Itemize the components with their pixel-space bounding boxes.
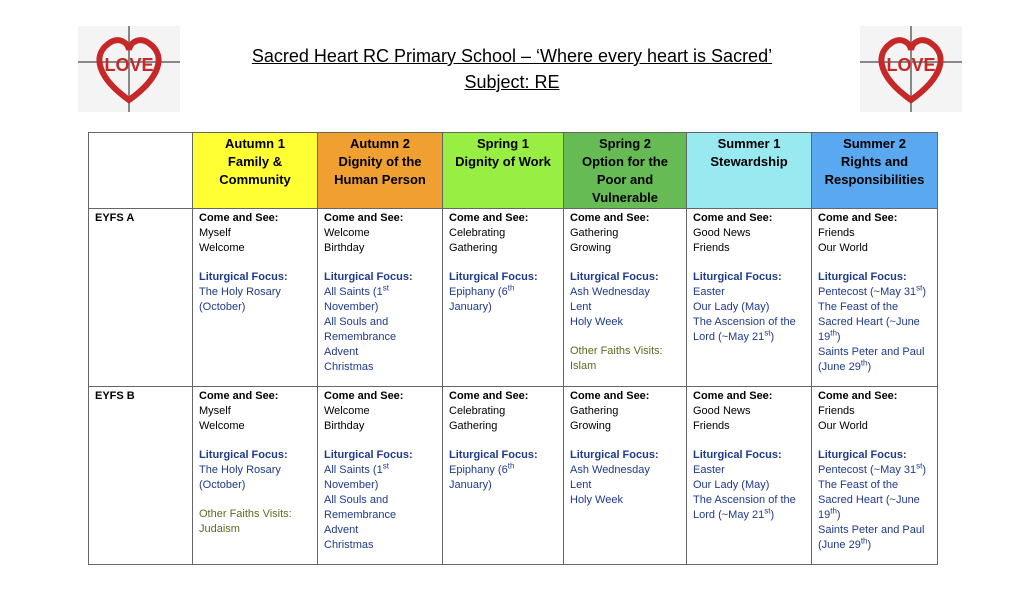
column-header-line: Rights and [840, 154, 909, 169]
liturgical-focus-label: Liturgical Focus: [570, 449, 659, 461]
table-cell [443, 209, 564, 387]
liturgical-focus-label: Liturgical Focus: [693, 271, 782, 283]
corner-cell [89, 133, 193, 209]
come-and-see-topic: Gathering [570, 227, 619, 239]
column-header-line: Autumn 2 [350, 136, 410, 151]
liturgical-focus-item: Easter [693, 286, 725, 298]
table-cell [687, 209, 812, 387]
liturgical-focus-item: The Ascension of the [693, 316, 796, 328]
column-header-line: Dignity of the [338, 154, 422, 169]
column-header-summer-1 [687, 133, 812, 209]
liturgical-focus-label: Liturgical Focus: [449, 449, 538, 461]
come-and-see-topic: Gathering [449, 420, 498, 432]
liturgical-focus-item: Lord (~May 21st) [693, 506, 775, 521]
liturgical-focus-item: Saints Peter and Paul [818, 346, 925, 358]
love-logo-left [78, 26, 180, 112]
come-and-see-label: Come and See: [324, 390, 404, 402]
come-and-see-topic: Birthday [324, 420, 365, 432]
column-header-autumn-2 [318, 133, 443, 209]
liturgical-focus-item: Pentecost (~May 31st) [818, 283, 927, 298]
liturgical-focus-item: (June 29th) [818, 536, 872, 551]
come-and-see-topic: Friends [818, 405, 855, 417]
come-and-see-topic: Gathering [570, 405, 619, 417]
other-faiths-item: Judaism [199, 523, 240, 535]
come-and-see-topic: Welcome [324, 227, 370, 239]
liturgical-focus-item: Ash Wednesday [570, 464, 650, 476]
liturgical-focus-item: All Souls and [324, 494, 389, 506]
column-header-line: Responsibilities [824, 172, 925, 187]
column-header-autumn-1 [193, 133, 318, 209]
svg-text:LOVE: LOVE [886, 55, 936, 75]
column-header-line: Family & [227, 154, 283, 169]
table-cell [193, 209, 318, 387]
page-subtitle: Subject: RE [464, 72, 560, 92]
liturgical-focus-label: Liturgical Focus: [570, 271, 659, 283]
column-header-line: Poor and [596, 172, 654, 187]
liturgical-focus-item: Advent [324, 524, 359, 536]
liturgical-focus-item: (June 29th) [818, 358, 872, 373]
come-and-see-topic: Celebrating [449, 405, 506, 417]
liturgical-focus-label: Liturgical Focus: [199, 449, 288, 461]
come-and-see-topic: Myself [199, 227, 231, 239]
liturgical-focus-item: Epiphany (6th [449, 461, 515, 476]
liturgical-focus-item: Christmas [324, 539, 374, 551]
table-row [89, 209, 938, 387]
liturgical-focus-item: Epiphany (6th [449, 283, 515, 298]
liturgical-focus-label: Liturgical Focus: [324, 271, 413, 283]
liturgical-focus-item: The Ascension of the [693, 494, 796, 506]
liturgical-focus-item: Saints Peter and Paul [818, 524, 925, 536]
liturgical-focus-item: January) [449, 301, 492, 313]
column-header-line: Option for the [582, 154, 668, 169]
love-logo-right [860, 26, 962, 112]
come-and-see-label: Come and See: [324, 212, 404, 224]
column-header-line: Autumn 1 [225, 136, 285, 151]
come-and-see-topic: Our World [818, 420, 868, 432]
come-and-see-label: Come and See: [570, 390, 650, 402]
liturgical-focus-item: The Holy Rosary [199, 464, 281, 476]
liturgical-focus-item: Lord (~May 21st) [693, 328, 775, 343]
liturgical-focus-item: Christmas [324, 361, 374, 373]
come-and-see-topic: Gathering [449, 242, 498, 254]
come-and-see-topic: Friends [693, 420, 730, 432]
come-and-see-label: Come and See: [570, 212, 650, 224]
column-header-line: Summer 2 [843, 136, 906, 151]
row-label: EYFS B [95, 390, 135, 402]
liturgical-focus-item: (October) [199, 479, 246, 491]
liturgical-focus-item: Remembrance [324, 331, 397, 343]
come-and-see-label: Come and See: [693, 390, 773, 402]
table-cell [687, 387, 812, 565]
other-faiths-label: Other Faiths Visits: [199, 508, 292, 520]
come-and-see-topic: Welcome [199, 420, 245, 432]
liturgical-focus-label: Liturgical Focus: [449, 271, 538, 283]
column-header-line: Stewardship [710, 154, 788, 169]
table-cell [318, 209, 443, 387]
liturgical-focus-item: All Saints (1st [324, 283, 389, 298]
come-and-see-topic: Celebrating [449, 227, 506, 239]
liturgical-focus-item: All Saints (1st [324, 461, 389, 476]
column-header-line: Spring 1 [476, 136, 529, 151]
liturgical-focus-item: All Souls and [324, 316, 389, 328]
other-faiths-item: Islam [570, 360, 597, 372]
row-label-cell [89, 387, 193, 565]
liturgical-focus-item: Lent [570, 479, 592, 491]
liturgical-focus-item: The Feast of the [818, 301, 899, 313]
liturgical-focus-item: (October) [199, 301, 246, 313]
header-row [89, 133, 938, 209]
come-and-see-label: Come and See: [199, 390, 279, 402]
liturgical-focus-item: Remembrance [324, 509, 397, 521]
come-and-see-topic: Friends [693, 242, 730, 254]
column-header-line: Dignity of Work [455, 154, 551, 169]
column-header-line: Human Person [334, 172, 426, 187]
liturgical-focus-item: The Feast of the [818, 479, 899, 491]
liturgical-focus-item: Sacred Heart (~June [818, 494, 920, 506]
column-header-line: Vulnerable [592, 190, 658, 205]
svg-text:LOVE: LOVE [104, 55, 154, 75]
come-and-see-label: Come and See: [693, 212, 773, 224]
table-cell [812, 209, 938, 387]
column-header-summer-2 [812, 133, 938, 209]
column-header-spring-2 [564, 133, 687, 209]
come-and-see-label: Come and See: [449, 212, 529, 224]
liturgical-focus-label: Liturgical Focus: [324, 449, 413, 461]
liturgical-focus-item: Our Lady (May) [693, 301, 770, 313]
come-and-see-topic: Myself [199, 405, 231, 417]
liturgical-focus-item: Holy Week [570, 316, 623, 328]
table-cell [812, 387, 938, 565]
re-curriculum-table [88, 132, 938, 565]
table-cell [564, 209, 687, 387]
row-label-cell [89, 209, 193, 387]
page-title: Sacred Heart RC Primary School – ‘Where every heart is Sacred’ [251, 46, 773, 66]
come-and-see-topic: Welcome [199, 242, 245, 254]
liturgical-focus-item: 19th) [818, 328, 841, 343]
table-row [89, 387, 938, 565]
come-and-see-label: Come and See: [449, 390, 529, 402]
liturgical-focus-item: Our Lady (May) [693, 479, 770, 491]
come-and-see-topic: Welcome [324, 405, 370, 417]
column-header-line: Community [219, 172, 291, 187]
liturgical-focus-label: Liturgical Focus: [818, 449, 907, 461]
come-and-see-label: Come and See: [818, 212, 898, 224]
liturgical-focus-item: Easter [693, 464, 725, 476]
column-header-spring-1 [443, 133, 564, 209]
liturgical-focus-item: Ash Wednesday [570, 286, 650, 298]
liturgical-focus-item: Holy Week [570, 494, 623, 506]
other-faiths-label: Other Faiths Visits: [570, 345, 663, 357]
liturgical-focus-label: Liturgical Focus: [693, 449, 782, 461]
row-label: EYFS A [95, 212, 135, 224]
liturgical-focus-item: 19th) [818, 506, 841, 521]
liturgical-focus-item: Advent [324, 346, 359, 358]
liturgical-focus-item: Sacred Heart (~June [818, 316, 920, 328]
come-and-see-label: Come and See: [818, 390, 898, 402]
come-and-see-label: Come and See: [199, 212, 279, 224]
come-and-see-topic: Good News [693, 405, 751, 417]
come-and-see-topic: Birthday [324, 242, 365, 254]
table-cell [443, 387, 564, 565]
liturgical-focus-item: November) [324, 301, 379, 313]
come-and-see-topic: Growing [570, 420, 611, 432]
liturgical-focus-label: Liturgical Focus: [818, 271, 907, 283]
liturgical-focus-item: November) [324, 479, 379, 491]
table-cell [193, 387, 318, 565]
liturgical-focus-item: Pentecost (~May 31st) [818, 461, 927, 476]
table-cell [318, 387, 443, 565]
liturgical-focus-item: January) [449, 479, 492, 491]
liturgical-focus-label: Liturgical Focus: [199, 271, 288, 283]
column-header-line: Summer 1 [717, 136, 781, 151]
table-cell [564, 387, 687, 565]
come-and-see-topic: Our World [818, 242, 868, 254]
liturgical-focus-item: The Holy Rosary [199, 286, 281, 298]
come-and-see-topic: Good News [693, 227, 751, 239]
column-header-line: Spring 2 [598, 136, 651, 151]
come-and-see-topic: Growing [570, 242, 611, 254]
come-and-see-topic: Friends [818, 227, 855, 239]
liturgical-focus-item: Lent [570, 301, 592, 313]
